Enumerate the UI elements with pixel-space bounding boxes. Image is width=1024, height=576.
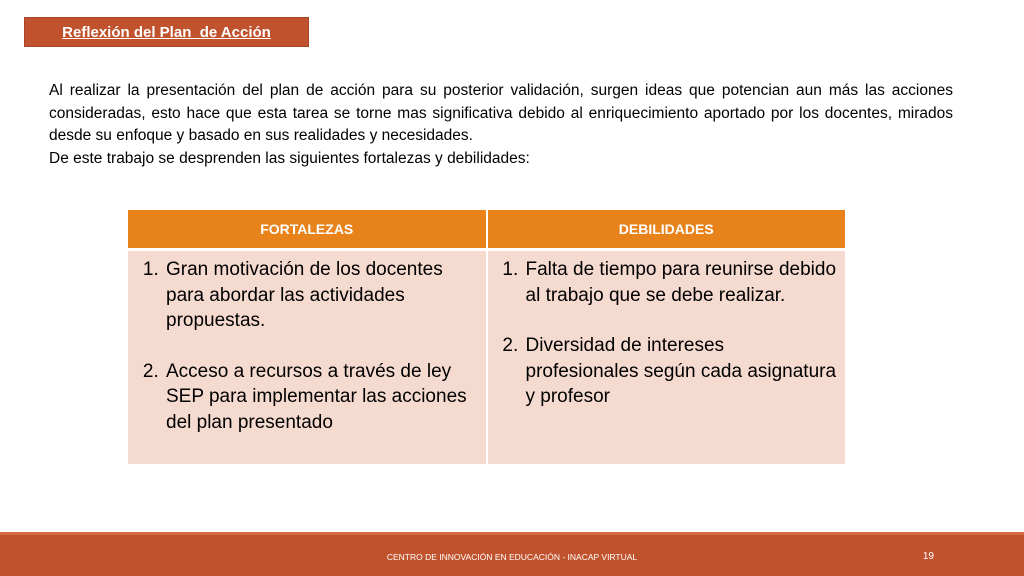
- footer-text: CENTRO DE INNOVACIÓN EN EDUCACIÓN - INACAP VIRTUAL: [386, 552, 638, 562]
- fortalezas-cell: [128, 250, 487, 465]
- footer-accent-line: [0, 532, 1024, 535]
- slide-title-box: [24, 17, 309, 47]
- list-item: 2. Diversidad de intereses profesionales según cada asignatura y profesor: [524, 333, 838, 410]
- footer-bar: [0, 532, 1024, 576]
- intro-paragraph-1: Al realizar la presentación del plan de acción para su posterior validación, surgen ideas que potencian aun más las acciones consideradas, esto hace que esta tarea se torne mas significativa debido al enriquecimiento aportado por los docentes, mirados desde su enfoque y basado en sus realidades y necesidades.: [49, 82, 953, 144]
- header-debilidades: DEBILIDADES: [487, 210, 846, 250]
- list-item: 1. Falta de tiempo para reunirse debido al trabajo que se debe realizar.: [524, 257, 838, 308]
- list-item: 1. Gran motivación de los docentes para abordar las actividades propuestas.: [164, 257, 478, 334]
- fortalezas-list: [136, 257, 478, 435]
- page-number: 19: [922, 551, 934, 562]
- slide-title: Reflexión del Plan de Acción: [62, 23, 271, 41]
- intro-text: [49, 80, 953, 170]
- debilidades-list: [496, 257, 838, 410]
- table-header-row: [128, 210, 845, 250]
- table-row: [128, 250, 845, 465]
- intro-paragraph-2: De este trabajo se desprenden las siguientes fortalezas y debilidades:: [49, 149, 530, 167]
- debilidades-cell: [487, 250, 846, 465]
- strengths-weaknesses-table: [128, 210, 845, 464]
- list-item: 2. Acceso a recursos a través de ley SEP para implementar las acciones del plan presentado: [164, 359, 478, 436]
- header-fortalezas: FORTALEZAS: [128, 210, 487, 250]
